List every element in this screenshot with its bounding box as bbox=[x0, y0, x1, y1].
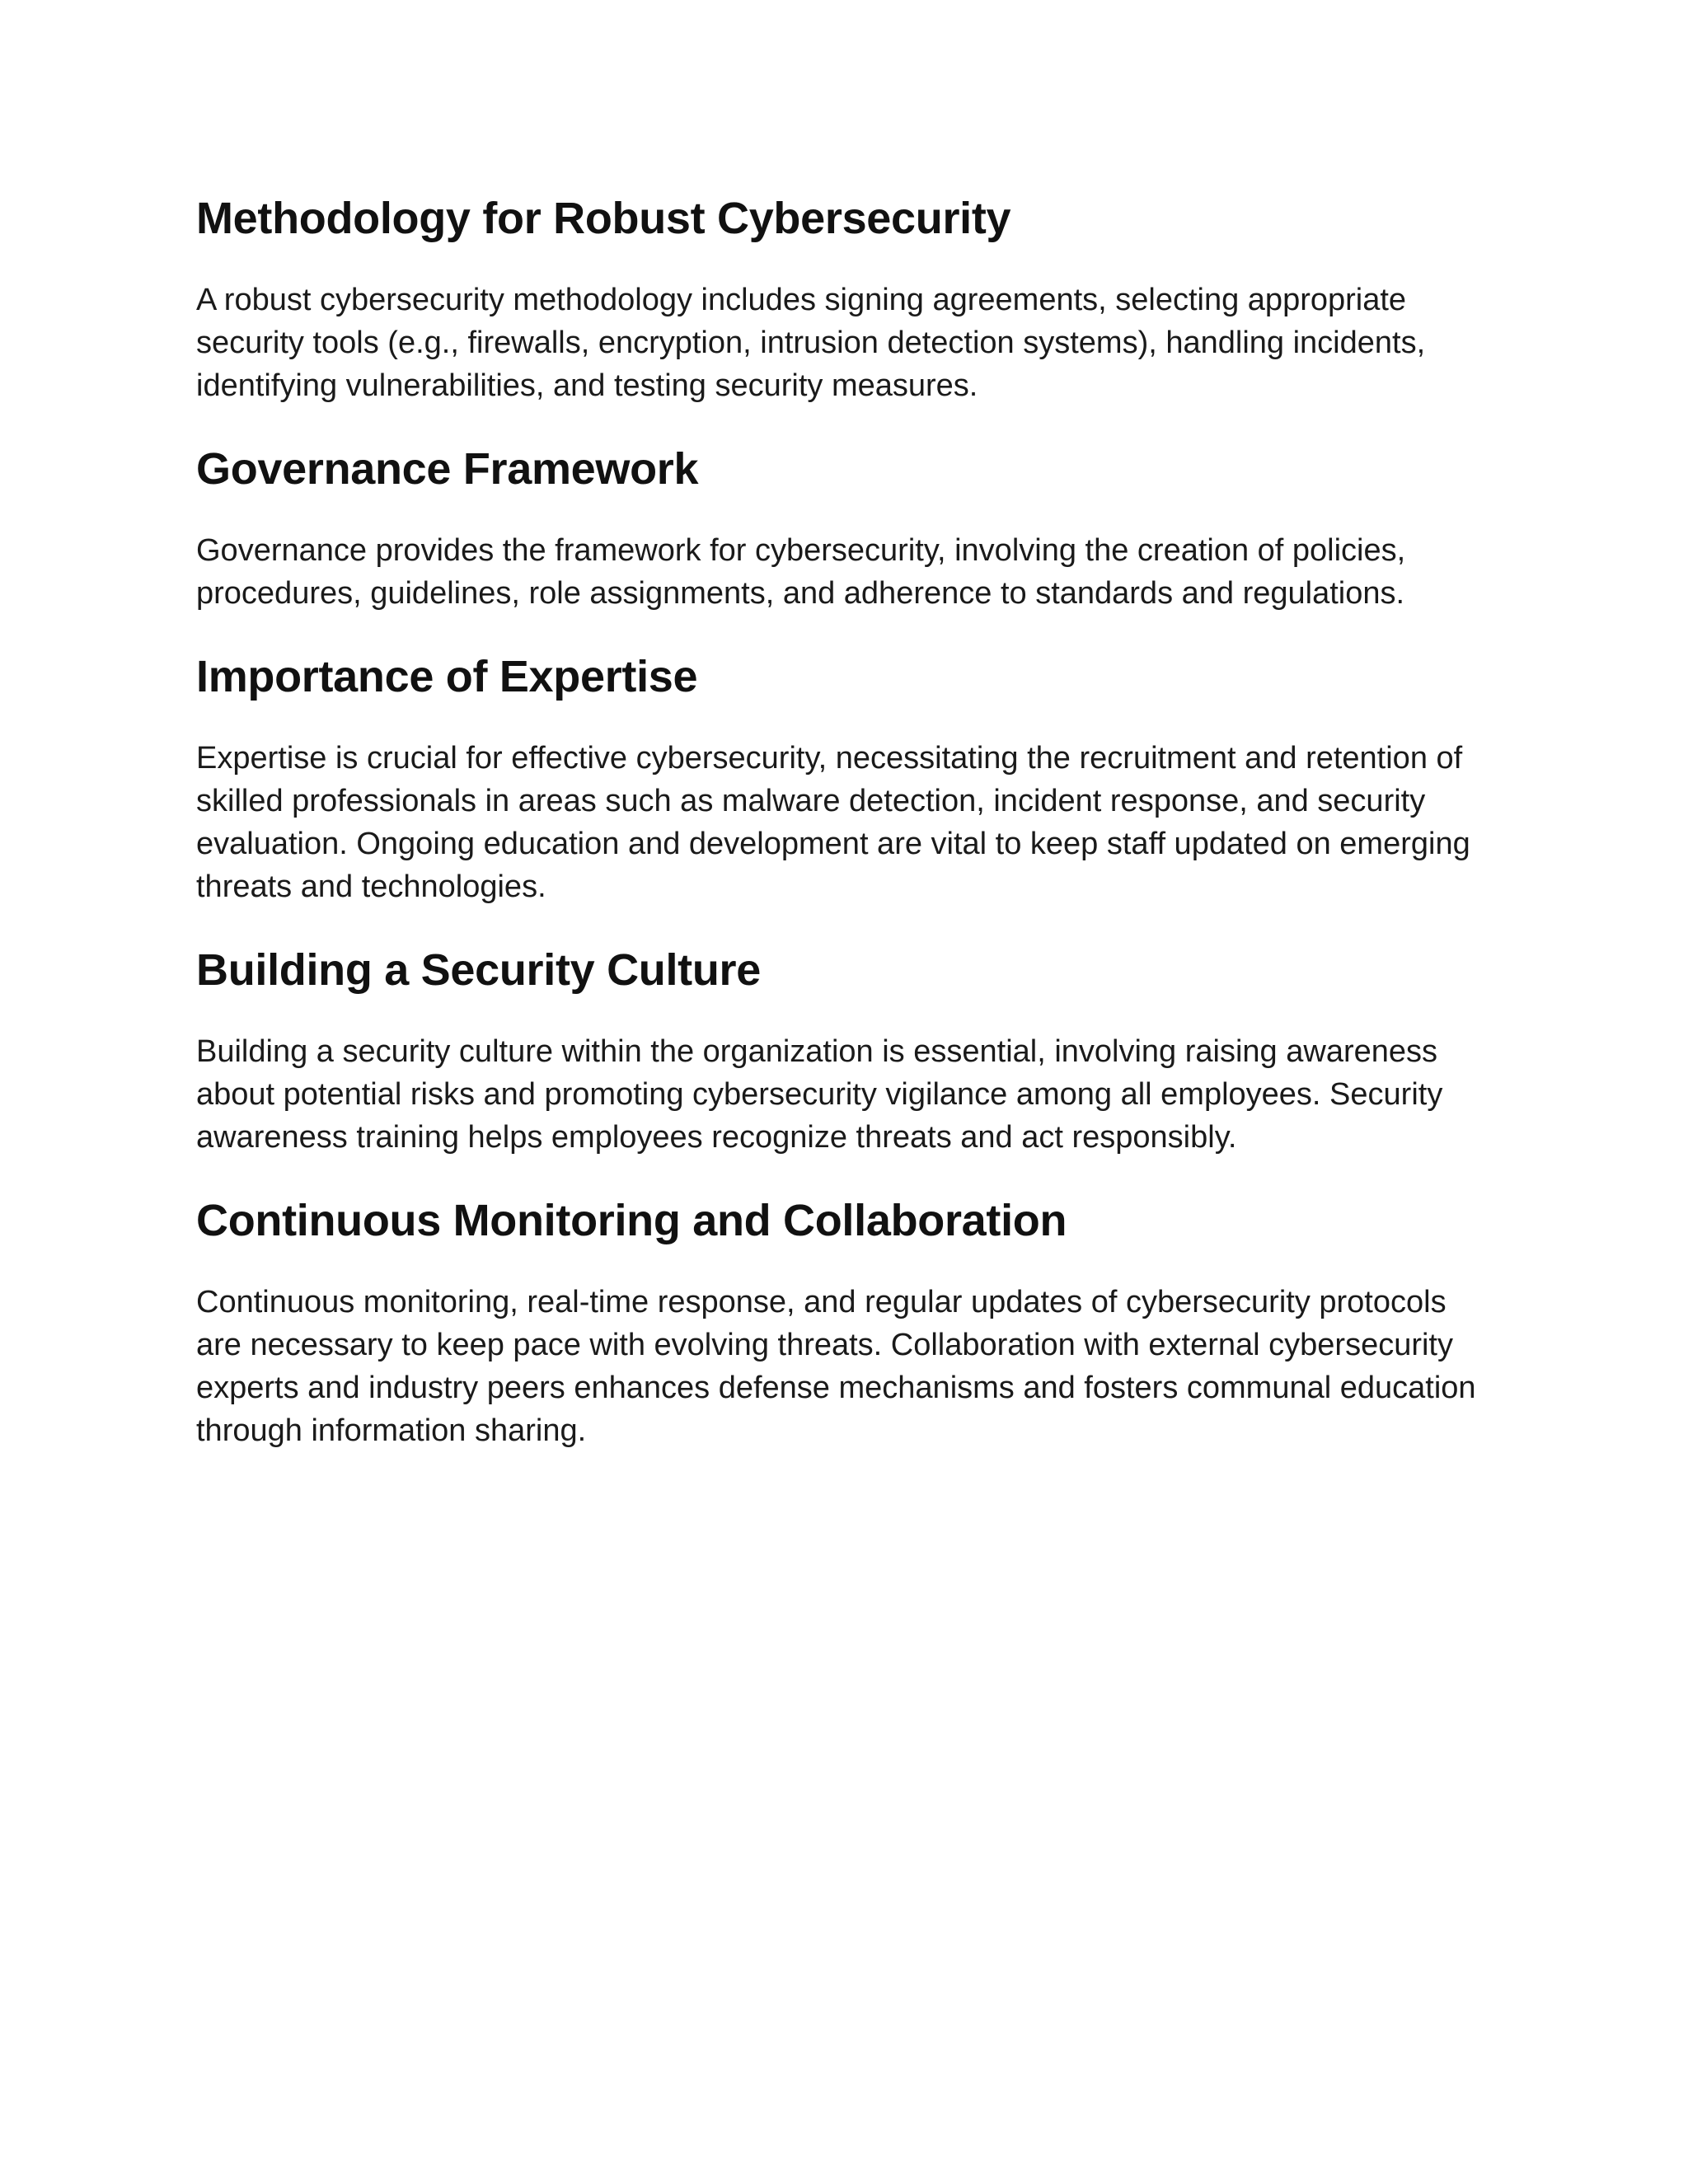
section-governance bbox=[196, 440, 1498, 615]
section-heading: Methodology for Robust Cybersecurity bbox=[196, 194, 1011, 243]
section-paragraph: Governance provides the framework for cybersecurity, involving the creation of policies, procedures, guidelines, role assignments, and adherence to standards and regulations. bbox=[196, 533, 1406, 611]
document-page bbox=[196, 190, 1498, 1485]
section-methodology bbox=[196, 190, 1498, 407]
section-paragraph: Building a security culture within the organization is essential, involving raising awareness about potential risks and promoting cybersecurity vigilance among all employees. Security awareness training helps employees recognize threats and act responsibly. bbox=[196, 1034, 1443, 1155]
section-heading: Continuous Monitoring and Collaboration bbox=[196, 1196, 1067, 1245]
section-paragraph: Expertise is crucial for effective cybersecurity, necessitating the recruitment and retention of skilled professionals in areas such as malware detection, incident response, and security evaluation. Ongoing education and development are vital to keep staff updated on emerging threats and technologies. bbox=[196, 741, 1470, 904]
section-heading: Building a Security Culture bbox=[196, 945, 761, 995]
section-paragraph: Continuous monitoring, real-time response, and regular updates of cybersecurity protocols are necessary to keep pace with evolving threats. Collaboration with external cybersecurity experts and industry peers enhances defense mechanisms and fosters communal education through information sharing. bbox=[196, 1285, 1476, 1448]
section-monitoring bbox=[196, 1192, 1498, 1452]
section-heading: Importance of Expertise bbox=[196, 652, 698, 701]
section-heading: Governance Framework bbox=[196, 444, 699, 494]
section-security-culture bbox=[196, 941, 1498, 1159]
section-expertise bbox=[196, 648, 1498, 908]
section-paragraph: A robust cybersecurity methodology includes signing agreements, selecting appropriate security tools (e.g., firewalls, encryption, intrusion detection systems), handling incidents, identifying vulnerabilities, and testing security measures. bbox=[196, 283, 1426, 403]
